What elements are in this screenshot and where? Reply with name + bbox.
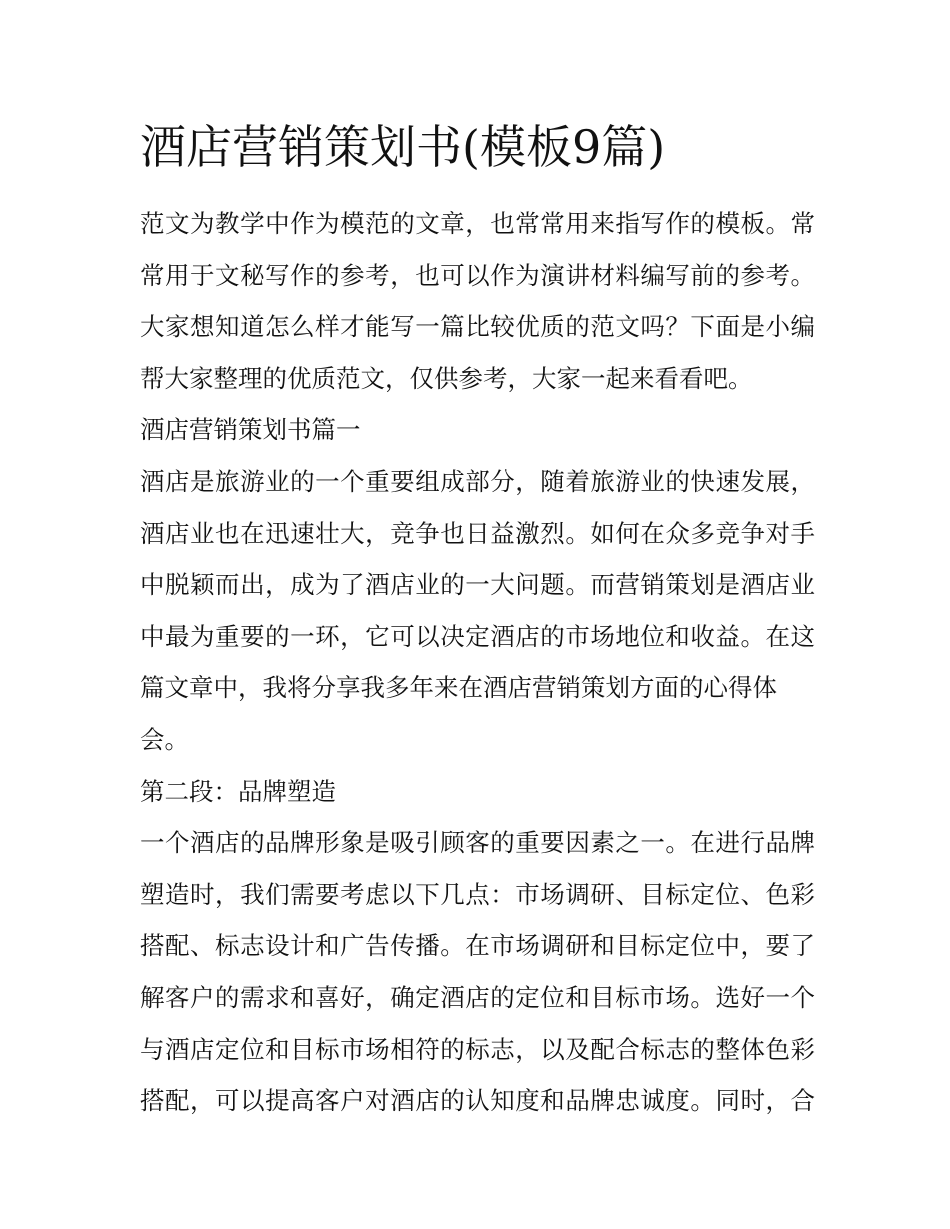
text-line: 范文为教学中作为模范的文章，也常常用来指写作的模板。常	[140, 209, 815, 238]
text-line: 中最为重要的一环，它可以决定酒店的市场地位和收益。在这	[140, 621, 815, 651]
text-line: 酒店是旅游业的一个重要组成部分，随着旅游业的快速发展，	[140, 466, 815, 496]
section-heading: 酒店营销策划书篇一	[140, 415, 361, 445]
text-line: 一个酒店的品牌形象是吸引顾客的重要因素之一。在进行品牌	[140, 828, 815, 858]
text-line: 搭配，可以提高客户对酒店的认知度和品牌忠诚度。同时，合	[140, 1086, 815, 1116]
text-line: 搭配、标志设计和广告传播。在市场调研和目标定位中，要了	[140, 931, 815, 961]
text-line: 与酒店定位和目标市场相符的标志，以及配合标志的整体色彩	[140, 1034, 815, 1064]
text-line: 塑造时，我们需要考虑以下几点：市场调研、目标定位、色彩	[140, 879, 815, 909]
text-line: 大家想知道怎么样才能写一篇比较优质的范文吗？下面是小编	[140, 312, 815, 342]
text-line: 解客户的需求和喜好，确定酒店的定位和目标市场。选好一个	[140, 982, 815, 1012]
text-line: 常用于文秘写作的参考，也可以作为演讲材料编写前的参考。	[140, 260, 815, 290]
text-line: 帮大家整理的优质范文，仅供参考，大家一起来看看吧。	[140, 363, 753, 393]
text-line: 酒店业也在迅速壮大，竞争也日益激烈。如何在众多竞争对手	[140, 518, 815, 548]
document-body	[140, 198, 815, 1127]
text-line: 会。	[140, 724, 189, 754]
document-title: 酒店营销策划书(模板9篇)	[140, 120, 666, 174]
text-line: 中脱颖而出，成为了酒店业的一大问题。而营销策划是酒店业	[140, 570, 815, 600]
section-heading: 第二段：品牌塑造	[140, 776, 336, 806]
text-line: 篇文章中，我将分享我多年来在酒店营销策划方面的心得体	[140, 673, 777, 703]
